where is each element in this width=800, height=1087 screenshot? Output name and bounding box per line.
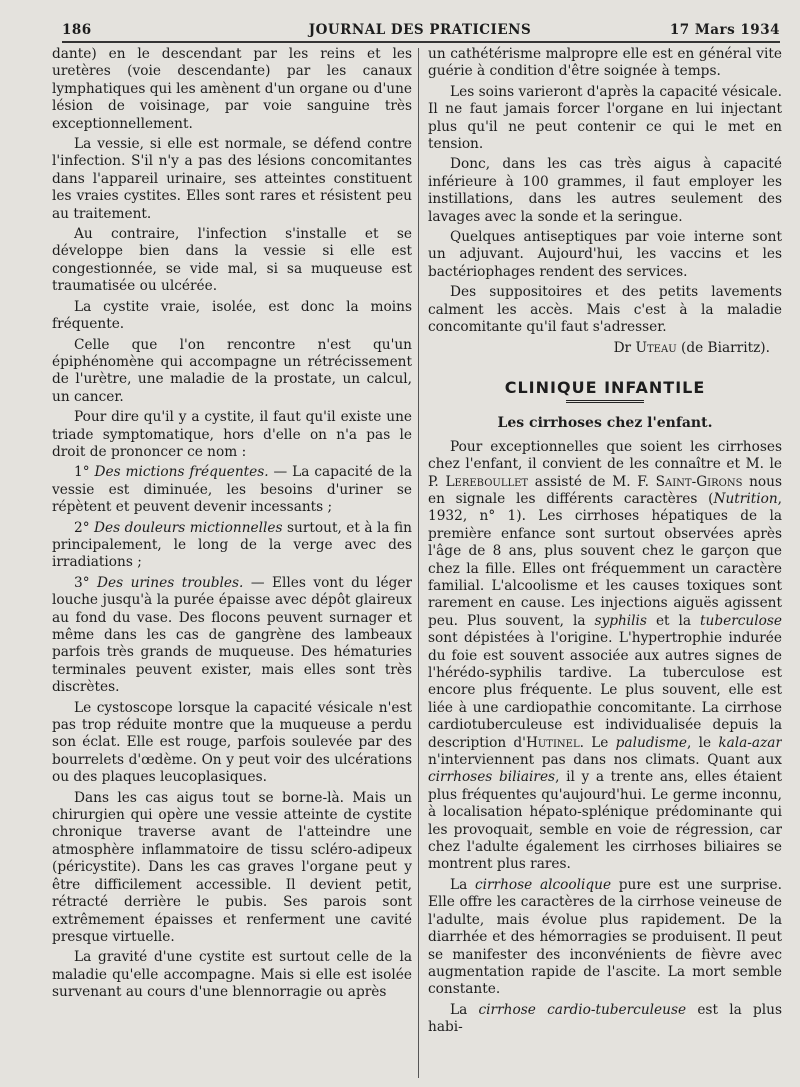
term: paludisme <box>615 734 687 751</box>
author-name: Lereboullet <box>445 473 529 490</box>
paragraph: dante) en le descendant par les reins et les uretères (voie descendante) par les canaux lymphatiques qui les amènent d'un organe ou d'une lésion de voisinage, par voie sanguine très exceptionnellement. <box>52 46 412 132</box>
list-item <box>52 520 412 572</box>
paragraph: Au contraire, l'infection s'installe et se développe bien dans la vessie si elle est congestionnée, se vide mal, si sa muqueuse est traumatisée ou ulcérée. <box>52 226 412 295</box>
author-name: Saint-Girons <box>655 473 743 490</box>
signature-title: Dr <box>613 339 632 356</box>
text-run: , le <box>687 734 719 751</box>
right-column <box>428 46 782 1082</box>
signature-place: (de Biarritz). <box>676 339 770 356</box>
text-run: pure est une surprise. Elle offre les caractères de la cirrhose veineuse de l'adulte, mais évolue plus rapidement. De la diarrhée et des hémorragies se produisent. Il peut se manifester des inconvénients de fièvre avec augmentation rapide de l'ascite. La mort semble constante. <box>428 876 782 998</box>
list-item <box>52 464 412 516</box>
text-run: et la <box>646 612 701 629</box>
page-header <box>60 18 780 42</box>
term: cirrhose alcoolique <box>474 876 612 893</box>
term: kala-azar <box>718 734 782 751</box>
term: syphilis <box>594 612 647 629</box>
paragraph: La gravité d'une cystite est surtout celle de la maladie qu'elle accompagne. Mais si elle est isolée survenant au cours d'une blennorragie ou après <box>52 949 412 1001</box>
journal-title: JOURNAL DES PRATICIENS <box>308 22 532 38</box>
text-run: est la plus habi- <box>428 1001 782 1036</box>
text-run: assisté de M. F. <box>528 473 656 490</box>
list-item-text: — La capacité de la vessie est diminuée, les besoins d'uriner se répètent et peuvent devenir incessants ; <box>52 464 412 516</box>
paragraph: un cathétérisme malpropre elle est en général vite guérie à condition d'être soignée à temps. <box>428 46 782 80</box>
list-item <box>52 575 412 697</box>
issue-date: 17 Mars 1934 <box>669 22 780 38</box>
text-run: , il y a trente ans, elles étaient plus fréquentes qu'aujourd'hui. Le germe inconnu, à localisation hépato-splénique prédominante qui les provoquait, semble en voie de régression, car chez l'adulte également les cirrhoses biliaires se montrent plus rares. <box>428 769 782 873</box>
text-run: La <box>450 876 475 893</box>
journal-reference: Nutrition <box>713 490 778 507</box>
list-item-title: Des douleurs mictionnelles <box>94 519 283 536</box>
paragraph: Quelques antiseptiques par voie interne sont un adjuvant. Aujourd'hui, les vaccins et les bactériophages rendent des services. <box>428 229 782 280</box>
author-name: Hutinel <box>525 734 580 751</box>
signature-name: Uteau <box>635 339 677 356</box>
page-number: 186 <box>62 22 92 38</box>
list-number: 3° <box>74 574 90 591</box>
list-item-text: — Elles vont du léger louche jusqu'à la purée épaisse avec dépôt glaireux au fond du vase. Des flocons peuvent surnager et même dans les cas de gangrène des lambeaux parfois très grands de muqueuse. Des hématuries terminales peuvent exister, mais elles sont très discrètes. <box>52 574 412 696</box>
section-title: CLINIQUE INFANTILE <box>504 377 706 397</box>
term: cirrhoses biliaires <box>428 769 556 786</box>
paragraph: Le cystoscope lorsque la capacité vésicale n'est pas trop réduite montre que la muqueuse a perdu son éclat. Elle est rouge, parfois soulevée par des bourrelets d'œdème. On y peut voir des ulcérations ou des plaques leucoplasiques. <box>52 699 412 786</box>
text-run: n'interviennent pas dans nos climats. Quant aux <box>428 752 782 769</box>
text-run: Pour exceptionnelles que soient les cirrhoses chez l'enfant, il convient de les connaître et M. le P. <box>428 438 782 490</box>
paragraph: La cystite vraie, isolée, est donc la moins fréquente. <box>52 298 412 333</box>
text-run: sont dépistées à l'origine. L'hypertrophie indurée du foie est souvent associée aux autres signes de l'hérédo-syphilis tardive. La tuberculose est encore plus fréquente. Le plus souvent, elle est liée à une cardiopathie concomitante. La cirrhose cardiotuberculeuse est individualisée depuis la description d' <box>428 630 782 751</box>
author-signature <box>428 340 770 357</box>
paragraph: Des suppositoires et des petits lavements calment les accès. Mais c'est à la maladie concomitante qu'il faut s'adresser. <box>428 284 782 336</box>
term: tuberculose <box>700 612 782 629</box>
list-item-title: Des urines troubles. <box>97 574 244 591</box>
article-title: Les cirrhoses chez l'enfant. <box>497 415 713 432</box>
section-rule <box>566 400 644 403</box>
text-run: nous en signale les différents caractères ( <box>428 473 782 507</box>
paragraph: Les soins varieront d'après la capacité vésicale. Il ne faut jamais forcer l'organe en lui injectant plus qu'il ne peut contenir ce qui le met en tension. <box>428 83 782 153</box>
list-item-text: surtout, et à la fin principalement, le long de la verge avec des irradiations ; <box>52 519 412 571</box>
paragraph <box>428 1002 782 1037</box>
left-column <box>52 46 412 1082</box>
column-divider <box>418 48 419 1078</box>
list-item-title: Des mictions fréquentes. <box>94 464 269 481</box>
text-run: . Le <box>579 734 616 751</box>
header-rule <box>62 41 780 43</box>
text-run: , 1932, n° 1). Les cirrhoses hépatiques de la première enfance sont surtout observées après l'âge de 8 ans, plus souvent chez le garçon que chez la fille. Elles ont fréquemment un caractère familial. L'alcoolisme et les causes toxiques sont rarement en cause. Les injections aiguës agissent peu. Plus souvent, la <box>428 490 782 629</box>
paragraph: Dans les cas aigus tout se borne-là. Mais un chirurgien qui opère une vessie atteinte de cystite chronique traverse avant de l'atteindre une atmosphère inflammatoire de tissu scléro-adipeux (péricystite). Dans les cas graves l'organe peut y être difficilement accessible. Il devient petit, rétracté derrière le pubis. Ses parois sont extrêmement épaisses et renferment une cavité presque virtuelle. <box>52 789 412 945</box>
paragraph: Celle que l'on rencontre n'est qu'un épiphénomène qui accompagne un rétrécissement de l'urètre, une maladie de la prostate, un calcul, un cancer. <box>52 336 412 405</box>
list-number: 1° <box>74 464 90 481</box>
term: cirrhose cardio-tuberculeuse <box>478 1001 687 1018</box>
paragraph <box>428 877 782 999</box>
paragraph: La vessie, si elle est normale, se défend contre l'infection. S'il n'y a pas des lésions concomitantes dans l'appareil urinaire, ses atteintes constituent les vraies cystites. Elles sont rares et résistent peu au traitement. <box>52 136 412 222</box>
paragraph <box>428 439 782 874</box>
text-run: La <box>450 1001 479 1018</box>
paragraph: Pour dire qu'il y a cystite, il faut qu'il existe une triade symptomatique, hors d'elle on n'a pas le droit de prononcer ce nom : <box>52 409 412 460</box>
list-number: 2° <box>74 519 90 536</box>
paragraph: Donc, dans les cas très aigus à capacité inférieure à 100 grammes, il faut employer les instillations, dans les autres seulement des lavages avec la sonde et la seringue. <box>428 156 782 225</box>
